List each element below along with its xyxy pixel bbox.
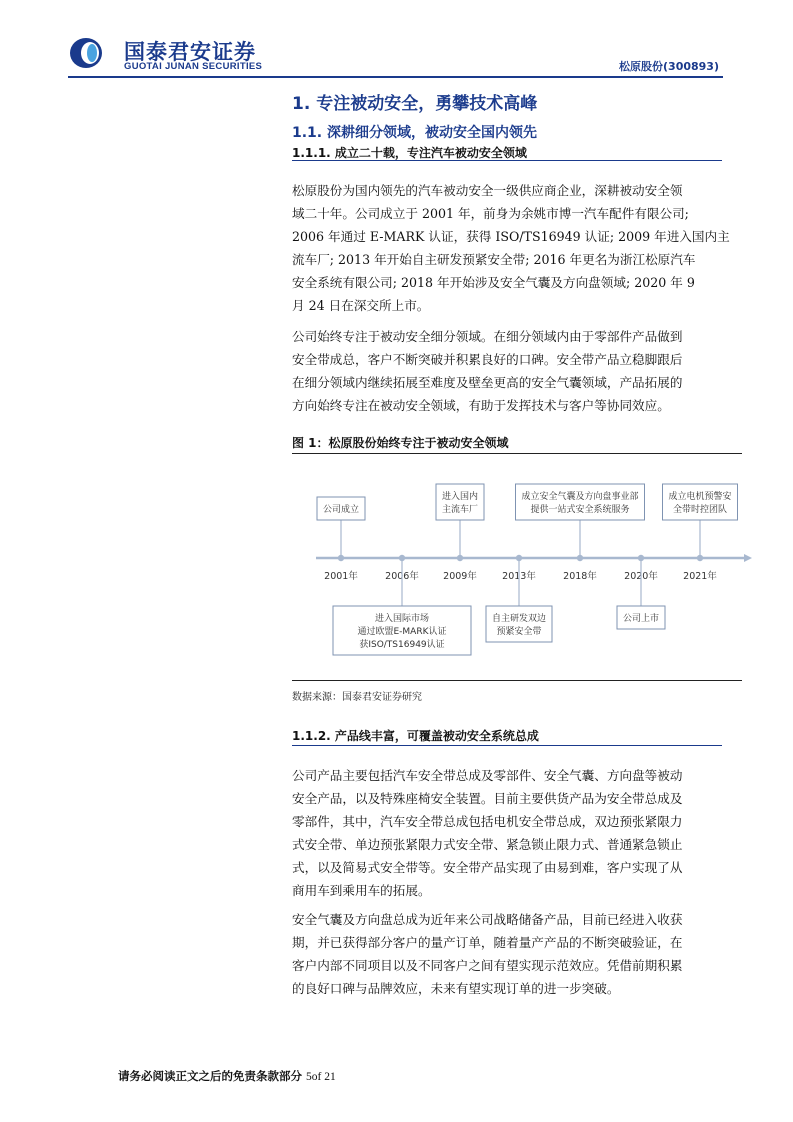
timeline-event-text: 成立电机预警安: [668, 492, 732, 502]
timeline-event-text: 通过欧盟E-MARK认证: [357, 627, 447, 637]
timeline-event-text: 提供一站式安全系统服务: [530, 505, 630, 515]
timeline-year-label: 2001年: [324, 571, 358, 582]
paragraph-line: 的良好口碑与品牌效应，未来有望实现订单的进一步突破。: [292, 981, 620, 996]
paragraph-line: 公司产品主要包括汽车安全带总成及零部件、安全气囊、方向盘等被动: [292, 768, 683, 783]
timeline-event-text: 成立安全气囊及方向盘事业部: [521, 492, 639, 502]
paragraph-line: 期，并已获得部分客户的量产订单，随着量产产品的不断突破验证，在: [292, 935, 683, 950]
section-heading-1-1: 1.1. 深耕细分领域，被动安全国内领先: [292, 125, 537, 141]
section-heading-1-1-2: 1.1.2. 产品线丰富，可覆盖被动安全系统总成: [292, 729, 539, 743]
figure-title: 图 1：松原股份始终专注于被动安全领域: [292, 436, 509, 450]
timeline-year-label: 2021年: [683, 571, 717, 582]
paragraph-line: 式，以及简易式安全带等。安全带产品实现了由易到难，客户实现了从: [292, 860, 683, 875]
paragraph-line: 安全系统有限公司; 2018 年开始涉及安全气囊及方向盘领域; 2020 年 9: [292, 275, 695, 290]
company-ticker: 松原股份(300893): [619, 60, 719, 73]
paragraph-line: 在细分领域内继续拓展至难度及壁垒更高的安全气囊领域，产品拓展的: [292, 375, 683, 390]
timeline-year-label: 2009年: [443, 571, 477, 582]
page-number: 5of 21: [306, 1071, 336, 1083]
timeline-year-label: 2006年: [385, 571, 419, 582]
figure-top-rule: [292, 453, 742, 454]
paragraph-line: 流车厂; 2013 年开始自主研发预紧安全带; 2016 年更名为浙江松原汽车: [292, 252, 696, 267]
timeline-event-text: 预紧安全带: [496, 627, 542, 637]
timeline-event-text: 主流车厂: [441, 505, 479, 515]
timeline-event-text: 全带时控团队: [672, 505, 728, 515]
timeline-year-label: 2018年: [563, 571, 597, 582]
section-heading-1: 1. 专注被动安全，勇攀技术高峰: [292, 94, 538, 114]
paragraph-4: [292, 908, 724, 1000]
timeline-event-text: 公司成立: [322, 505, 360, 515]
paragraph-1: [292, 179, 730, 317]
paragraph-3: [292, 764, 724, 902]
paragraph-line: 公司始终专注于被动安全细分领域。在细分领域内由于零部件产品做到: [292, 329, 683, 344]
paragraph-line: 安全带成总，客户不断突破并积累良好的口碑。安全带产品立稳脚跟后: [292, 352, 683, 367]
timeline-year-label: 2020年: [624, 571, 658, 582]
heading-rule: [292, 745, 722, 746]
figure-bottom-rule: [292, 680, 742, 681]
timeline-diagram: [292, 458, 752, 678]
paragraph-2: [292, 325, 724, 417]
paragraph-line: 安全产品，以及特殊座椅安全装置。目前主要供货产品为安全带总成及: [292, 791, 683, 806]
brand-name-en: GUOTAI JUNAN SECURITIES: [124, 61, 263, 72]
timeline-event-text: 获ISO/TS16949认证: [359, 640, 445, 650]
header-divider: [68, 76, 723, 78]
timeline-event-text: 进入国际市场: [374, 614, 430, 624]
page-footer: [118, 1068, 336, 1084]
timeline-event-text: 自主研发双边: [491, 614, 547, 624]
guotai-junan-logo-icon: [68, 37, 112, 69]
disclaimer-text: 请务必阅读正文之后的免责条款部分: [118, 1069, 302, 1083]
section-heading-1-1-1: 1.1.1. 成立二十载，专注汽车被动安全领域: [292, 146, 527, 160]
figure-source: 数据来源：国泰君安证券研究: [292, 692, 422, 703]
paragraph-line: 客户内部不同项目以及不同客户之间有望实现示范效应。凭借前期积累: [292, 958, 683, 973]
paragraph-line: 2006 年通过 E-MARK 认证，获得 ISO/TS16949 认证; 2009 年进入国内主: [292, 229, 730, 244]
paragraph-line: 零部件，其中，汽车安全带总成包括电机安全带总成，双边预张紧限力: [292, 814, 683, 829]
heading-rule: [292, 160, 722, 161]
timeline-year-label: 2013年: [502, 571, 536, 582]
paragraph-line: 式安全带、单边预张紧限力式安全带、紧急锁止限力式、普通紧急锁止: [292, 837, 683, 852]
paragraph-line: 商用车到乘用车的拓展。: [292, 883, 431, 898]
brand-name-cn: 国泰君安证券: [124, 40, 256, 64]
paragraph-line: 安全气囊及方向盘总成为近年来公司战略储备产品，目前已经进入收获: [292, 912, 683, 927]
timeline-event-text: 公司上市: [622, 614, 660, 624]
timeline-event-text: 进入国内: [441, 492, 479, 502]
paragraph-line: 域二十年。公司成立于 2001 年，前身为余姚市博一汽车配件有限公司;: [292, 206, 689, 221]
paragraph-line: 月 24 日在深交所上市。: [292, 298, 430, 313]
paragraph-line: 方向始终专注在被动安全领域，有助于发挥技术与客户等协同效应。: [292, 398, 670, 413]
paragraph-line: 松原股份为国内领先的汽车被动安全一级供应商企业，深耕被动安全领: [292, 183, 683, 198]
timeline-arrow-icon: [744, 554, 752, 562]
